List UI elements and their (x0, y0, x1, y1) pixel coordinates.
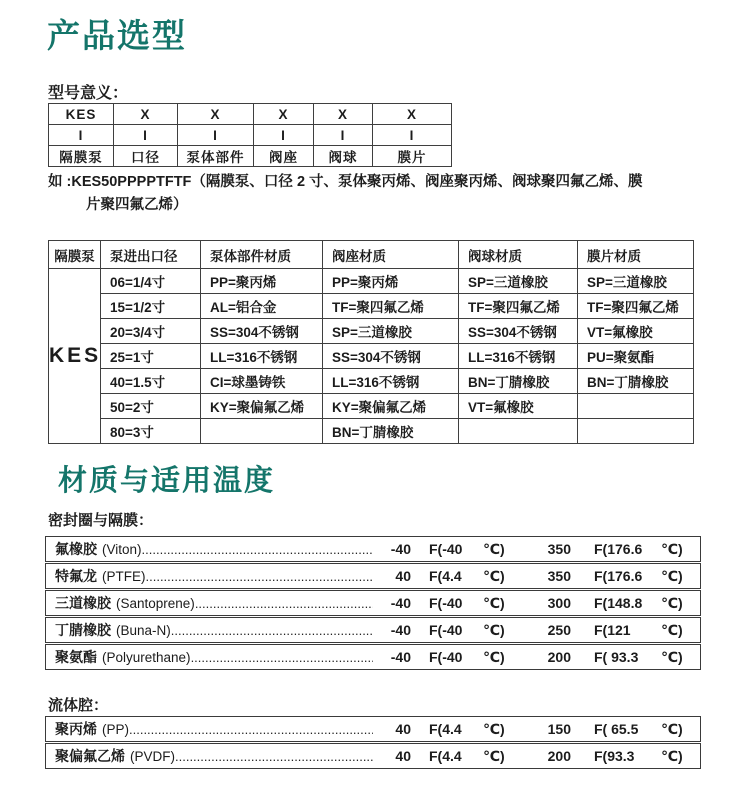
selection-cell: SS=304不锈钢 (323, 344, 459, 369)
model-example-line1: 如 :KES50PPPPTFTF（隔膜泵、口径 2 寸、泵体聚丙烯、阀座聚丙烯、阀球聚四氟乙烯、膜 (48, 174, 643, 190)
selection-row (49, 269, 694, 294)
low-temp-celsius: F(4.4 (429, 721, 462, 737)
fluid-chamber-label: 流体腔： (48, 697, 109, 714)
low-temp-celsius: F(-40 (429, 622, 463, 638)
low-temp-unit: ℃) (483, 567, 505, 584)
high-temp-celsius: F(93.3 (594, 748, 635, 764)
selection-cell: 06=1/4寸 (101, 269, 201, 294)
high-temp-unit: ℃) (661, 747, 683, 764)
page-title: 产品选型 (47, 17, 187, 54)
high-temp-celsius: F(176.6 (594, 568, 643, 584)
high-temp-unit: ℃) (661, 540, 683, 557)
selection-header-row (49, 241, 694, 269)
selection-cell (578, 419, 694, 444)
selection-cell: 50=2寸 (101, 394, 201, 419)
model-meaning-cell: 隔膜泵 (49, 146, 114, 167)
material-temp-row (45, 644, 701, 670)
high-temp-celsius: F( 93.3 (594, 649, 639, 665)
selection-cell: CI=球墨铸铁 (201, 369, 323, 394)
series-code-cell: KES (49, 269, 101, 444)
model-meaning-row (49, 146, 452, 167)
selection-cell: SP=三道橡胶 (323, 319, 459, 344)
dot-leader (129, 722, 373, 737)
dot-leader (171, 623, 373, 638)
high-temp-fahrenheit: 200 (547, 748, 571, 764)
model-example-line2: 片聚四氟乙烯） (86, 197, 188, 213)
selection-cell: AL=铝合金 (201, 294, 323, 319)
model-meaning-cell: X (254, 104, 314, 125)
low-temp-fahrenheit: -40 (390, 541, 411, 557)
selection-cell (578, 394, 694, 419)
selection-cell: SP=三道橡胶 (459, 269, 578, 294)
low-temp-fahrenheit: 40 (395, 568, 411, 584)
selection-row (49, 394, 694, 419)
selection-table (48, 240, 694, 444)
fluid-temperature-table (45, 716, 701, 769)
material-name-en: (Santoprene) (116, 595, 195, 611)
model-meaning-cell: KES (49, 104, 114, 125)
selection-cell: 40=1.5寸 (101, 369, 201, 394)
dot-leader (195, 596, 373, 611)
low-temp-unit: ℃) (483, 621, 505, 638)
material-name-en: (PVDF) (130, 748, 175, 764)
material-temp-row (45, 617, 701, 643)
low-temp-celsius: F(-40 (429, 541, 463, 557)
selection-cell: TF=聚四氟乙烯 (578, 294, 694, 319)
selection-cell: KY=聚偏氟乙烯 (323, 394, 459, 419)
selection-row (49, 344, 694, 369)
material-temp-row (45, 743, 701, 769)
low-temp-fahrenheit: -40 (390, 649, 411, 665)
material-name-en: (PP) (102, 721, 129, 737)
selection-cell (201, 419, 323, 444)
materials-temperature-title: 材质与适用温度 (58, 465, 276, 497)
selection-cell: BN=丁腈橡胶 (578, 369, 694, 394)
model-meaning-cell: X (373, 104, 452, 125)
dot-leader (175, 749, 373, 764)
high-temp-unit: ℃) (661, 621, 683, 638)
low-temp-unit: ℃) (483, 720, 505, 737)
material-name-cn: 氟橡胶 (55, 541, 97, 557)
selection-cell: LL=316不锈钢 (201, 344, 323, 369)
model-meaning-cell: 泵体部件 (178, 146, 254, 167)
col-header-pump: 隔膜泵 (49, 241, 101, 269)
material-temp-row (45, 590, 701, 616)
high-temp-celsius: F(176.6 (594, 541, 643, 557)
high-temp-fahrenheit: 200 (547, 649, 571, 665)
selection-cell: 25=1寸 (101, 344, 201, 369)
material-name-cn: 聚丙烯 (55, 721, 97, 737)
selection-cell: PP=聚丙烯 (201, 269, 323, 294)
material-temp-row (45, 716, 701, 742)
model-meaning-cell: X (314, 104, 373, 125)
selection-cell: 15=1/2寸 (101, 294, 201, 319)
selection-cell: PU=聚氨酯 (578, 344, 694, 369)
model-meaning-table (48, 103, 452, 167)
high-temp-unit: ℃) (661, 720, 683, 737)
model-example (48, 171, 703, 217)
selection-cell: SP=三道橡胶 (578, 269, 694, 294)
model-meaning-cell: X (114, 104, 178, 125)
model-meaning-cell: 膜片 (373, 146, 452, 167)
high-temp-fahrenheit: 250 (547, 622, 571, 638)
selection-cell: VT=氟橡胶 (459, 394, 578, 419)
material-name-cn: 丁腈橡胶 (55, 622, 111, 638)
material-temp-row (45, 563, 701, 589)
dot-leader (142, 542, 373, 557)
material-name-en: (PTFE) (102, 568, 146, 584)
high-temp-fahrenheit: 150 (547, 721, 571, 737)
high-temp-celsius: F(148.8 (594, 595, 643, 611)
selection-cell: BN=丁腈橡胶 (323, 419, 459, 444)
high-temp-unit: ℃) (661, 648, 683, 665)
selection-row (49, 319, 694, 344)
high-temp-unit: ℃) (661, 594, 683, 611)
low-temp-celsius: F(4.4 (429, 748, 462, 764)
selection-cell (459, 419, 578, 444)
model-meaning-row (49, 104, 452, 125)
material-name-en: (Viton) (102, 541, 142, 557)
selection-row (49, 294, 694, 319)
model-meaning-cell: 口径 (114, 146, 178, 167)
seal-diaphragm-label: 密封圈与隔膜： (48, 512, 154, 529)
model-meaning-cell: 阀球 (314, 146, 373, 167)
material-name-cn: 聚偏氟乙烯 (55, 748, 125, 764)
col-header-body-material: 泵体部件材质 (201, 241, 323, 269)
selection-cell: LL=316不锈钢 (459, 344, 578, 369)
model-meaning-cell: I (373, 125, 452, 146)
low-temp-celsius: F(4.4 (429, 568, 462, 584)
low-temp-celsius: F(-40 (429, 595, 463, 611)
model-meaning-row (49, 125, 452, 146)
selection-cell: VT=氟橡胶 (578, 319, 694, 344)
low-temp-fahrenheit: -40 (390, 595, 411, 611)
selection-cell: 80=3寸 (101, 419, 201, 444)
high-temp-fahrenheit: 350 (547, 568, 571, 584)
selection-cell: TF=聚四氟乙烯 (459, 294, 578, 319)
low-temp-unit: ℃) (483, 594, 505, 611)
selection-cell: SS=304不锈钢 (201, 319, 323, 344)
model-meaning-cell: 阀座 (254, 146, 314, 167)
col-header-diaphragm-material: 膜片材质 (578, 241, 694, 269)
selection-row (49, 369, 694, 394)
seal-temperature-table (45, 536, 701, 670)
col-header-valve-seat-material: 阀座材质 (323, 241, 459, 269)
selection-cell: 20=3/4寸 (101, 319, 201, 344)
low-temp-fahrenheit: -40 (390, 622, 411, 638)
material-name-cn: 特氟龙 (55, 568, 97, 584)
low-temp-unit: ℃) (483, 747, 505, 764)
dot-leader (191, 650, 373, 665)
model-meaning-cell: I (49, 125, 114, 146)
selection-cell: SS=304不锈钢 (459, 319, 578, 344)
dot-leader (146, 569, 374, 584)
model-meaning-cell: I (114, 125, 178, 146)
material-name-cn: 聚氨酯 (55, 649, 97, 665)
material-name-en: (Polyurethane) (102, 649, 191, 665)
high-temp-celsius: F(121 (594, 622, 631, 638)
material-name-en: (Buna-N) (116, 622, 171, 638)
col-header-valve-ball-material: 阀球材质 (459, 241, 578, 269)
low-temp-unit: ℃) (483, 540, 505, 557)
selection-row (49, 419, 694, 444)
low-temp-fahrenheit: 40 (395, 721, 411, 737)
material-name-cn: 三道橡胶 (55, 595, 111, 611)
model-meaning-cell: I (254, 125, 314, 146)
high-temp-fahrenheit: 350 (547, 541, 571, 557)
high-temp-unit: ℃) (661, 567, 683, 584)
selection-cell: BN=丁腈橡胶 (459, 369, 578, 394)
selection-cell: KY=聚偏氟乙烯 (201, 394, 323, 419)
high-temp-fahrenheit: 300 (547, 595, 571, 611)
selection-cell: TF=聚四氟乙烯 (323, 294, 459, 319)
model-meaning-cell: I (314, 125, 373, 146)
selection-cell: LL=316不锈钢 (323, 369, 459, 394)
model-meaning-cell: I (178, 125, 254, 146)
high-temp-celsius: F( 65.5 (594, 721, 639, 737)
model-meaning-cell: X (178, 104, 254, 125)
low-temp-unit: ℃) (483, 648, 505, 665)
model-meaning-label: 型号意义： (48, 85, 129, 102)
low-temp-celsius: F(-40 (429, 649, 463, 665)
col-header-port-size: 泵进出口径 (101, 241, 201, 269)
material-temp-row (45, 536, 701, 562)
low-temp-fahrenheit: 40 (395, 748, 411, 764)
selection-cell: PP=聚丙烯 (323, 269, 459, 294)
